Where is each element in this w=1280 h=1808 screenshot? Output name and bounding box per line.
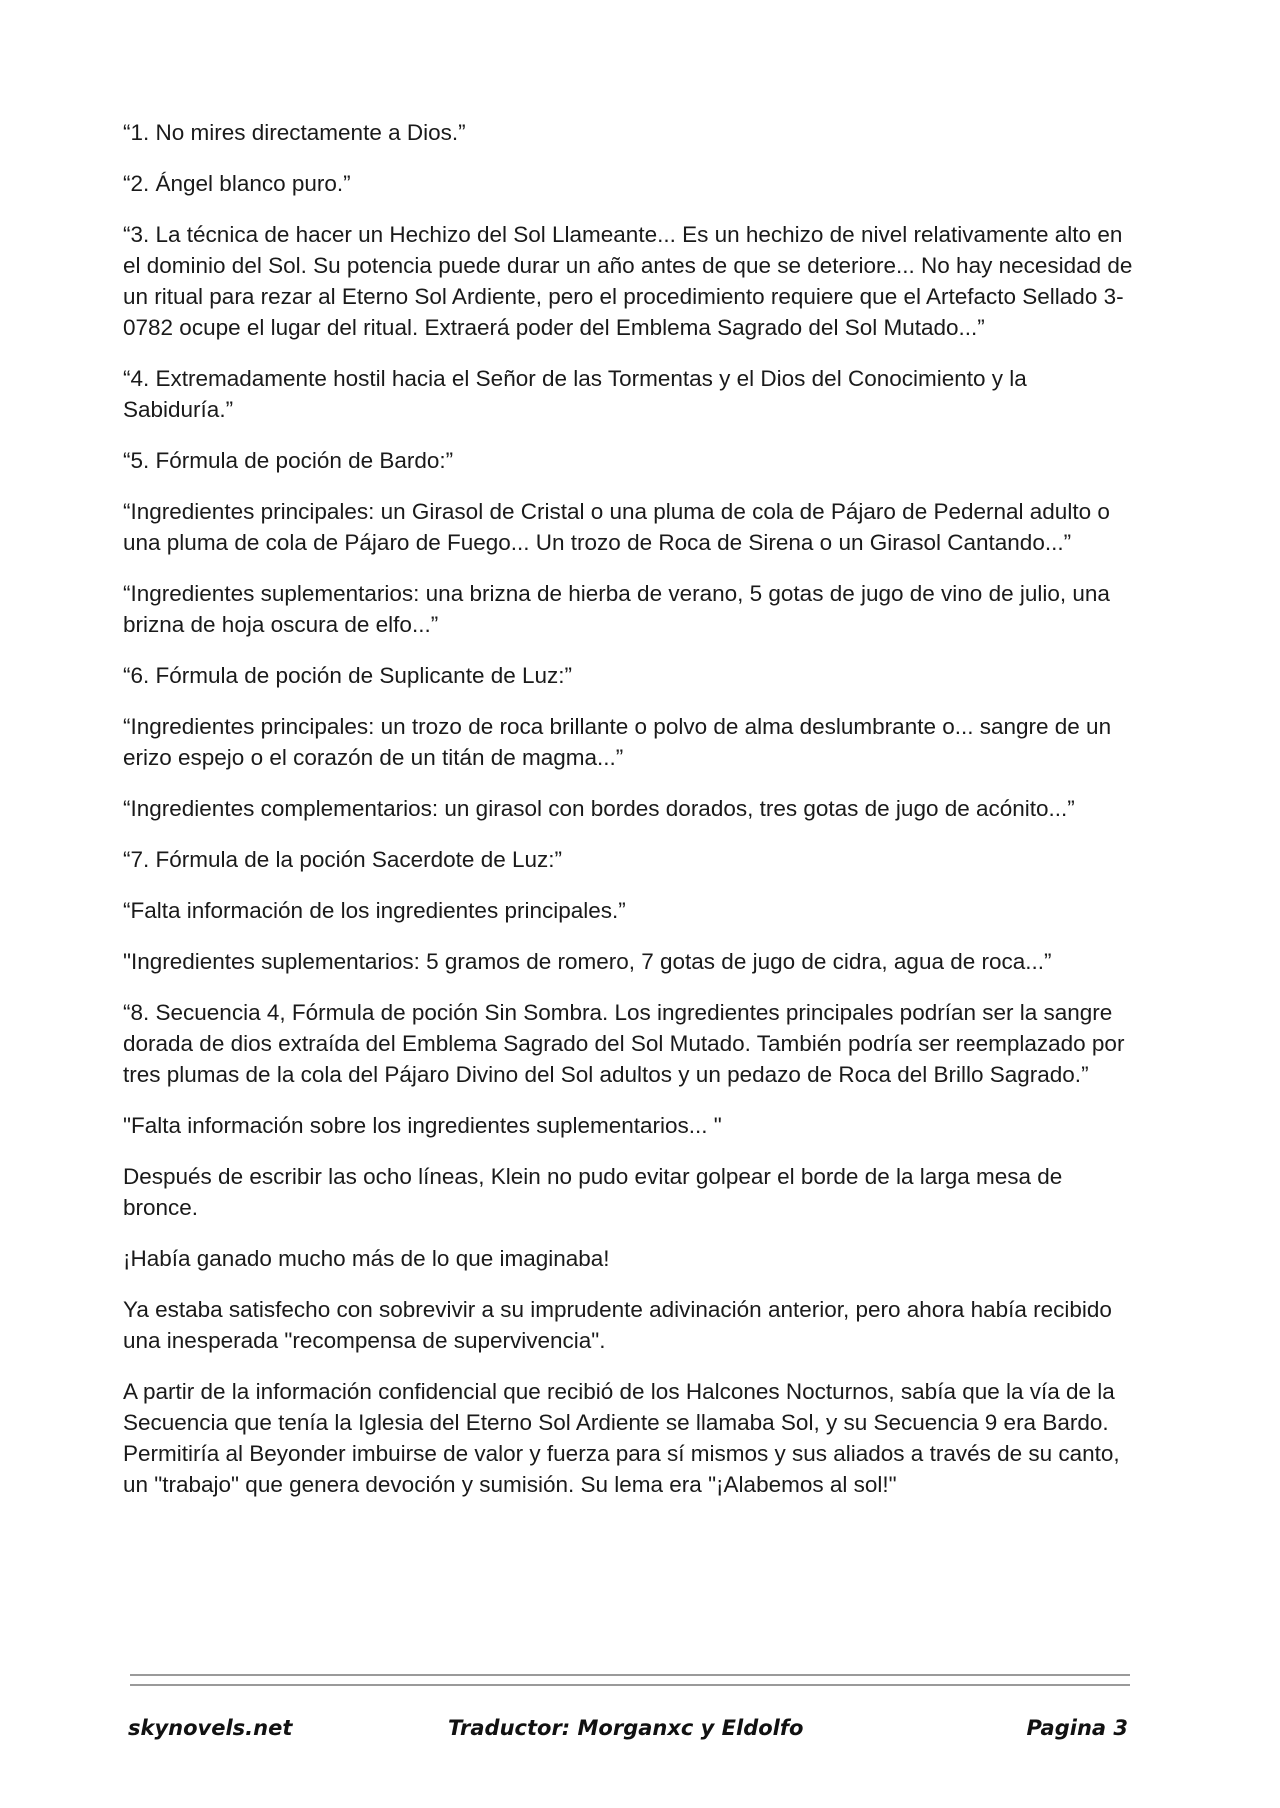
- paragraph: ¡Había ganado mucho más de lo que imaginaba!: [123, 1246, 610, 1271]
- paragraph: Ya estaba satisfecho con sobrevivir a su imprudente adivinación anterior, pero ahora había recibido una inesperada "recompensa de supervivencia".: [123, 1297, 1112, 1353]
- document-body: [123, 117, 1135, 1520]
- paragraph: “2. Ángel blanco puro.”: [123, 171, 351, 196]
- paragraph: “Ingredientes principales: un trozo de roca brillante o polvo de alma deslumbrante o... sangre de un erizo espejo o el corazón de un titán de magma...”: [123, 714, 1112, 770]
- footer-divider: [130, 1684, 1130, 1686]
- paragraph: “6. Fórmula de poción de Suplicante de Luz:”: [123, 663, 573, 688]
- page-footer: [128, 1716, 1128, 1750]
- paragraph: “Ingredientes suplementarios: una brizna de hierba de verano, 5 gotas de jugo de vino de julio, una brizna de hoja oscura de elfo...”: [123, 581, 1110, 637]
- footer-site: skynovels.net: [128, 1716, 293, 1740]
- paragraph: "Ingredientes suplementarios: 5 gramos de romero, 7 gotas de jugo de cidra, agua de roca...”: [123, 949, 1052, 974]
- paragraph: “Ingredientes complementarios: un girasol con bordes dorados, tres gotas de jugo de acónito...”: [123, 796, 1075, 821]
- footer-page-number: Pagina 3: [1026, 1716, 1128, 1740]
- paragraph: "Falta información sobre los ingredientes suplementarios... ": [123, 1113, 722, 1138]
- paragraph: “8. Secuencia 4, Fórmula de poción Sin Sombra. Los ingredientes principales podrían ser la sangre dorada de dios extraída del Emblema Sagrado del Sol Mutado. También podría ser reemplazado por tres plumas de la cola del Pájaro Divino del Sol adultos y un pedazo de Roca del Brillo Sagrado.”: [123, 1000, 1125, 1087]
- paragraph: “Falta información de los ingredientes principales.”: [123, 898, 626, 923]
- footer-translator: Traductor: Morganxc y Eldolfo: [448, 1716, 804, 1740]
- paragraph: “3. La técnica de hacer un Hechizo del Sol Llameante... Es un hechizo de nivel relativamente alto en el dominio del Sol. Su potencia puede durar un año antes de que se deteriore... No hay necesidad de un ritual para rezar al Eterno Sol Ardiente, pero el procedimiento requiere que el Artefacto Sellado 3-0782 ocupe el lugar del ritual. Extraerá poder del Emblema Sagrado del Sol Mutado...”: [123, 222, 1133, 340]
- paragraph: “5. Fórmula de poción de Bardo:”: [123, 448, 454, 473]
- footer-divider: [130, 1674, 1130, 1676]
- paragraph: “Ingredientes principales: un Girasol de Cristal o una pluma de cola de Pájaro de Pedernal adulto o una pluma de cola de Pájaro de Fuego... Un trozo de Roca de Sirena o un Girasol Cantando...”: [123, 499, 1110, 555]
- paragraph: “4. Extremadamente hostil hacia el Señor de las Tormentas y el Dios del Conocimiento y la Sabiduría.”: [123, 366, 1027, 422]
- paragraph: A partir de la información confidencial que recibió de los Halcones Nocturnos, sabía que la vía de la Secuencia que tenía la Iglesia del Eterno Sol Ardiente se llamaba Sol, y su Secuencia 9 era Bardo. Permitiría al Beyonder imbuirse de valor y fuerza para sí mismos y sus aliados a través de su canto, un "trabajo" que genera devoción y sumisión. Su lema era "¡Alabemos al sol!": [123, 1379, 1120, 1497]
- paragraph: Después de escribir las ocho líneas, Klein no pudo evitar golpear el borde de la larga mesa de bronce.: [123, 1164, 1063, 1220]
- paragraph: “1. No mires directamente a Dios.”: [123, 120, 466, 145]
- paragraph: “7. Fórmula de la poción Sacerdote de Luz:”: [123, 847, 562, 872]
